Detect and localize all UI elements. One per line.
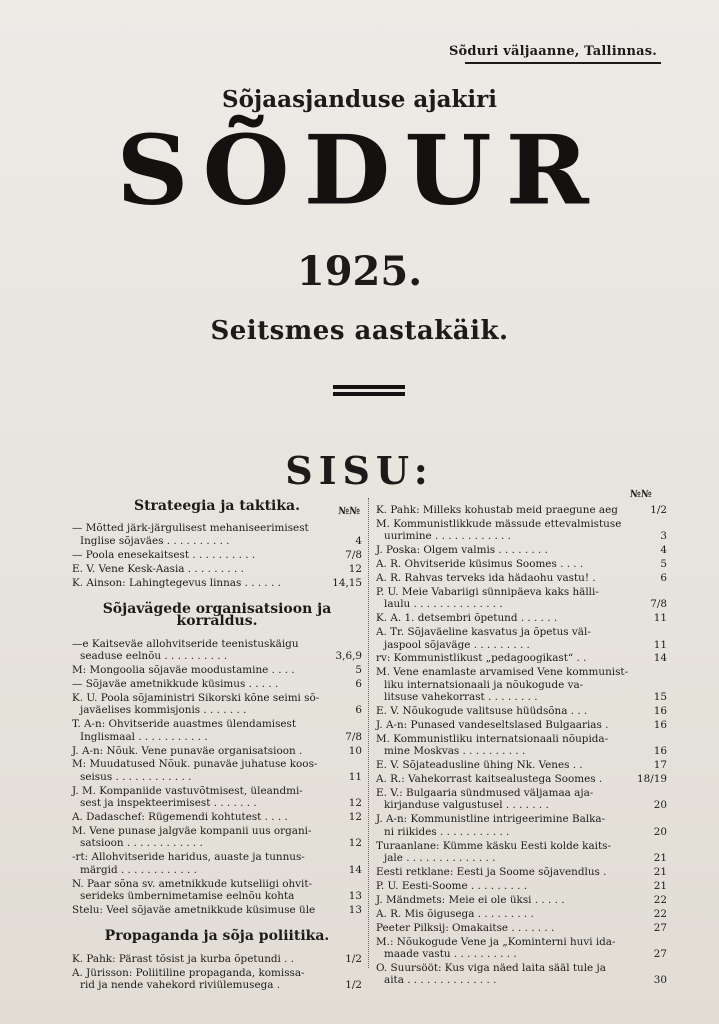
toc-entry xyxy=(72,549,362,561)
entry-page-number: 11 xyxy=(653,638,667,651)
entry-text-continued: Inglismaal . . . . . . . . . . . xyxy=(80,730,208,743)
entry-text-continued: jaspool sõjaväge . . . . . . . . . xyxy=(384,638,530,651)
toc-entry xyxy=(72,638,362,663)
toc-entry xyxy=(72,785,362,810)
entry-text-continued: uurimine . . . . . . . . . . . . xyxy=(384,530,511,543)
entry-text: A. Dadaschef: Rügemendi kohtutest . . . . xyxy=(72,811,288,824)
entry-page-number: 7/8 xyxy=(345,548,362,561)
entry-page-number: 22 xyxy=(653,907,667,920)
entry-text: A. R. Mis õigusega . . . . . . . . . xyxy=(376,907,534,920)
entry-text: K. Pahk: Pärast tõsist ja kurba õpetundi . . xyxy=(72,952,295,965)
entry-page-number: 12 xyxy=(348,811,362,824)
entry-text: M: Mongoolia sõjaväe moodustamine . . . . xyxy=(72,664,295,677)
publisher-line: Sõduri väljaanne, Tallinnas. xyxy=(448,44,657,59)
entry-text: P. U. Eesti-Soome . . . . . . . . . xyxy=(376,879,528,892)
section-heading: Propaganda ja sõja poliitika. xyxy=(104,928,330,945)
entry-text: M.: Nõukogude Vene ja „Kominterni huvi ida- xyxy=(376,935,616,948)
entry-page-number: 11 xyxy=(348,770,362,783)
entry-page-number: 6 xyxy=(355,704,362,717)
entry-text-continued: satsioon . . . . . . . . . . . . xyxy=(80,837,203,850)
toc-entry xyxy=(72,522,362,547)
entry-text-continued: serideks ümbernimetamise eelnõu kohta xyxy=(80,889,295,902)
entry-text-continued: sest ja inspekteerimisest . . . . . . . xyxy=(80,797,257,810)
entry-text: J. Poska: Olgem valmis . . . . . . . . xyxy=(376,544,548,557)
publisher-rule xyxy=(465,62,661,64)
entry-text: M. Vene enamlaste arvamised Vene kommunist- xyxy=(376,666,629,679)
right-nr-header: №№ xyxy=(630,489,652,500)
masthead-title: SÕDUR xyxy=(116,113,603,227)
entry-page-number: 7/8 xyxy=(650,598,667,611)
toc-entry xyxy=(376,518,667,543)
entry-text: Stelu: Veel sõjaväe ametnikkude küsimuse üle xyxy=(72,903,316,916)
entry-text: E. V.: Bulgaaria sündmused väljamaa aja- xyxy=(376,787,594,800)
entry-page-number: 14,15 xyxy=(332,576,362,589)
entry-text: M: Muudatused Nõuk. punaväe juhatuse koos- xyxy=(72,758,318,771)
entry-page-number: 6 xyxy=(660,572,667,585)
entry-text: K. Ainson: Lahingtegevus linnas . . . . . . xyxy=(72,576,281,589)
entry-text: A. R. Ohvitseride küsimus Soomes . . . . xyxy=(376,558,584,571)
entry-text-continued: seaduse eelnõu . . . . . . . . . . xyxy=(80,650,228,663)
toc-entry xyxy=(376,719,667,731)
entry-text: Eesti retklane: Eesti ja Soome sõjavendlus . xyxy=(376,865,607,878)
entry-text-continued: märgid . . . . . . . . . . . . xyxy=(80,863,197,876)
entry-text-continued: kirjanduse valgustusel . . . . . . . xyxy=(384,799,549,812)
toc-entry xyxy=(72,825,362,850)
year: 1925. xyxy=(296,248,423,295)
toc-entry xyxy=(72,745,362,757)
entry-page-number: 16 xyxy=(653,745,667,758)
toc-entry xyxy=(72,878,362,903)
entry-page-number: 15 xyxy=(653,691,667,704)
column-divider xyxy=(368,498,369,968)
toc-entry xyxy=(376,504,667,516)
toc-entry xyxy=(72,692,362,717)
entry-text: Turaanlane: Kümme käsku Eesti kolde kaits- xyxy=(376,839,612,852)
toc-entry xyxy=(376,773,667,785)
toc-entry xyxy=(376,840,667,865)
entry-text-continued: ni riikides . . . . . . . . . . . xyxy=(384,825,510,838)
entry-page-number: 20 xyxy=(653,825,667,838)
ornament-rule xyxy=(333,385,405,397)
entry-page-number: 14 xyxy=(348,863,362,876)
entry-page-number: 30 xyxy=(653,974,667,987)
entry-text: K. A. 1. detsembri õpetund . . . . . . xyxy=(376,612,558,625)
subtitle: Sõjaasjanduse ajakiri xyxy=(221,86,498,113)
entry-page-number: 5 xyxy=(355,664,362,677)
entry-text: P. U. Meie Vabariigi sünnipäeva kaks hälli- xyxy=(376,585,599,598)
toc-entry xyxy=(72,718,362,743)
toc-entry xyxy=(72,563,362,575)
toc-entry xyxy=(376,866,667,878)
entry-text: J. A-n: Kommunistline intrigeerimine Balka- xyxy=(376,813,606,826)
entry-text-continued: jale . . . . . . . . . . . . . . xyxy=(384,852,496,865)
entry-text: E. V. Vene Kesk-Aasia . . . . . . . . . xyxy=(72,562,244,575)
section-heading: Sõjavägede organisatsioon ja korraldus. xyxy=(102,600,332,630)
toc-left-column xyxy=(72,494,362,993)
toc-entry xyxy=(376,813,667,838)
entry-text-continued: laulu . . . . . . . . . . . . . . xyxy=(384,598,503,611)
toc-entry xyxy=(376,586,667,611)
entry-text: O. Suursööt: Kus viga näed laita sääl tule ja xyxy=(376,961,606,974)
entry-page-number: 13 xyxy=(348,903,362,916)
entry-text-continued: litsuse vahekorrast . . . . . . . . xyxy=(384,691,538,704)
entry-text-continued: seisus . . . . . . . . . . . . xyxy=(80,770,192,783)
entry-text-continued: rid ja nende vahekord riviülemusega . xyxy=(80,979,281,991)
entry-page-number: 12 xyxy=(348,797,362,810)
entry-text: J. A-n: Punased vandeseltslased Bulgaarias . xyxy=(376,719,609,731)
left-nr-header: №№ xyxy=(338,506,360,517)
entry-text: -rt: Allohvitseride haridus, auaste ja tunnus- xyxy=(72,851,305,864)
toc-entry xyxy=(376,733,667,758)
entry-text: — Poola enesekaitsest . . . . . . . . . . xyxy=(72,548,256,561)
entry-text: E. V. Sõjateaduslinе ühing Nk. Venes . . xyxy=(376,759,583,772)
entry-text: J. Mändmets: Meie ei ole üksi . . . . . xyxy=(376,893,565,906)
entry-text: rv: Kommunistlikust „pedagoogikast“ . . xyxy=(376,652,587,665)
toc-entry xyxy=(376,894,667,906)
entry-page-number: 12 xyxy=(348,562,362,575)
toc-entry xyxy=(376,787,667,812)
entry-page-number: 10 xyxy=(348,744,362,757)
toc-entry xyxy=(72,758,362,783)
toc-entry xyxy=(72,664,362,676)
toc-entry xyxy=(72,904,362,916)
entry-page-number: 27 xyxy=(653,921,667,934)
entry-text-continued: mine Moskvas . . . . . . . . . . xyxy=(384,745,526,758)
toc-entry xyxy=(376,666,667,703)
toc-heading: SISU: xyxy=(285,448,434,493)
entry-page-number: 11 xyxy=(653,612,667,625)
entry-text: A. R.: Vahekorrast kaitsealustega Soomes . xyxy=(376,773,603,786)
toc-entry xyxy=(72,577,362,589)
entry-text: M. Kommunistlikkude mässude ettevalmistuse xyxy=(376,517,622,530)
entry-text-continued: javäelises kommisjonis . . . . . . . xyxy=(80,704,247,717)
entry-page-number: 17 xyxy=(653,759,667,772)
entry-text: T. A-n: Ohvitseride auastmes ülendamisest xyxy=(72,718,297,731)
entry-text: K. U. Poola sõjaministri Sikorski kõne seimi sõ- xyxy=(72,691,320,704)
entry-page-number: 3,6,9 xyxy=(335,650,362,663)
entry-text: N. Paar sõna sv. ametnikkude kutseliigi ohvit- xyxy=(72,877,313,890)
toc-entry xyxy=(376,880,667,892)
entry-page-number: 14 xyxy=(653,652,667,665)
entry-page-number: 21 xyxy=(653,879,667,892)
entry-page-number: 6 xyxy=(355,677,362,690)
entry-text: K. Pahk: Milleks kohustab meid praegune aeg xyxy=(376,504,618,516)
entry-text-continued: maade vastu . . . . . . . . . . xyxy=(384,947,517,960)
toc-entry xyxy=(72,811,362,823)
toc-entry xyxy=(376,962,667,987)
toc-entry xyxy=(376,652,667,664)
entry-text: A. Jürisson: Poliitiline propaganda, komissa- xyxy=(72,966,305,979)
entry-page-number: 16 xyxy=(653,719,667,731)
entry-text: A. Tr. Sõjaväeline kasvatus ja õpetus väl- xyxy=(376,626,591,639)
toc-entry xyxy=(376,705,667,717)
entry-text: E. V. Nõukogude valitsuse hüüdsõna . . . xyxy=(376,705,588,718)
toc-right-column xyxy=(376,504,667,988)
entry-text: —e Kaitseväe allohvitseride teenistuskäigu xyxy=(72,637,299,650)
entry-text-continued: aita . . . . . . . . . . . . . . xyxy=(384,974,497,987)
entry-page-number: 4 xyxy=(660,544,667,557)
entry-text: — Sõjaväe ametnikkude küsimus . . . . . xyxy=(72,677,279,690)
toc-entry xyxy=(376,759,667,771)
toc-entry xyxy=(376,544,667,556)
toc-entry xyxy=(376,558,667,570)
entry-page-number: 3 xyxy=(660,530,667,543)
entry-page-number: 13 xyxy=(348,889,362,902)
entry-page-number: 20 xyxy=(653,799,667,812)
toc-entry xyxy=(376,936,667,961)
toc-entry xyxy=(376,908,667,920)
entry-page-number: 1/2 xyxy=(650,504,667,516)
toc-entry xyxy=(376,626,667,651)
toc-entry xyxy=(376,572,667,584)
entry-page-number: 12 xyxy=(348,837,362,850)
entry-text: J. A-n: Nõuk. Vene punaväe organisatsioon . xyxy=(72,744,303,757)
entry-page-number: 21 xyxy=(653,865,667,878)
entry-text: A. R. Rahvas terveks ida hädaohu vastu! . xyxy=(376,572,596,585)
entry-text: M. Vene punase jalgväe kompanii uus organi- xyxy=(72,824,312,837)
entry-page-number: 4 xyxy=(355,534,362,547)
entry-text-continued: Inglise sõjaväes . . . . . . . . . . xyxy=(80,534,230,547)
entry-text: Peeter Pilksij: Omakaitse . . . . . . . xyxy=(376,921,555,934)
edition: Seitsmes aastakäik. xyxy=(210,316,509,346)
entry-page-number: 22 xyxy=(653,893,667,906)
entry-page-number: 21 xyxy=(653,852,667,865)
entry-page-number: 16 xyxy=(653,705,667,718)
entry-text: — Mõtted järk-järgulisest mehaniseerimisest xyxy=(72,522,309,535)
entry-page-number: 1/2 xyxy=(345,979,362,991)
toc-entry xyxy=(72,967,362,992)
toc-entry xyxy=(376,922,667,934)
entry-page-number: 7/8 xyxy=(345,730,362,743)
entry-text: M. Kommunistliku internatsionaali nõupida- xyxy=(376,732,609,745)
entry-page-number: 27 xyxy=(653,947,667,960)
entry-page-number: 18/19 xyxy=(637,773,667,786)
toc-entry xyxy=(72,851,362,876)
entry-text: J. M. Kompaniide vastuvõtmisest, üleandmi- xyxy=(72,784,303,797)
entry-page-number: 5 xyxy=(660,558,667,571)
toc-entry xyxy=(376,612,667,624)
entry-page-number: 1/2 xyxy=(345,952,362,965)
toc-entry xyxy=(72,678,362,690)
entry-text-continued: liku internatsionaali ja nõukogude va- xyxy=(384,678,584,691)
section-heading: Strateegia ja taktika. №№ xyxy=(133,498,360,517)
toc-entry xyxy=(72,953,362,965)
